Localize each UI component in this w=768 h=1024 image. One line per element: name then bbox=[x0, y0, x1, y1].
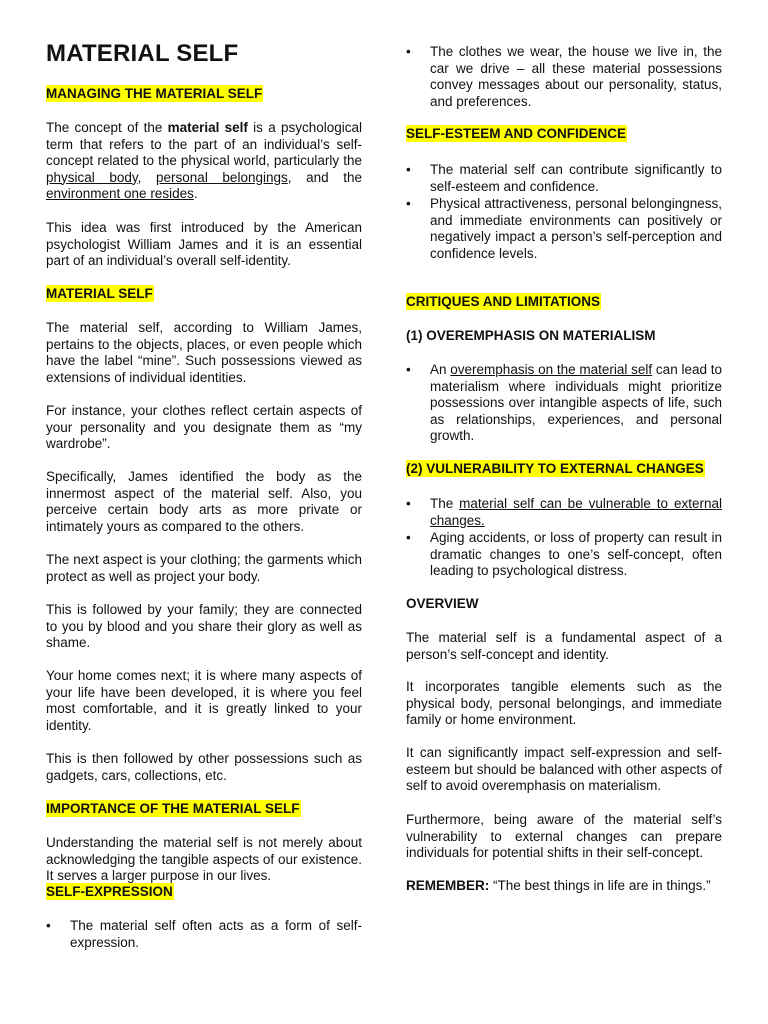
heading-vulnerability: (2) VULNERABILITY TO EXTERNAL CHANGES bbox=[406, 461, 704, 476]
paragraph-overview-3: It can significantly impact self-expression and self-esteem but should be balanced with other aspects of self to avoid overemphasis on materialism. bbox=[406, 745, 722, 793]
heading-material-self: MATERIAL SELF bbox=[46, 286, 153, 301]
paragraph-concept: The concept of the material self is a psychological term that refers to the part of an individual’s self-concept related to the physical world, particularly the physical body, personal belongings, and the environment one resides. bbox=[46, 120, 363, 201]
paragraph-understanding: Understanding the material self is not merely about acknowledging the tangible aspects of our existence. It serves a larger purpose in our lives. bbox=[46, 835, 362, 883]
page-title: MATERIAL SELF bbox=[46, 40, 239, 67]
paragraph-body: Specifically, James identified the body as the innermost aspect of the material self. Also, you perceive certain body arts as more private or intimately yours as compared to the others. bbox=[46, 469, 362, 534]
remember-quote: REMEMBER: “The best things in life are in things.” bbox=[406, 878, 711, 893]
paragraph-overview-2: It incorporates tangible elements such as the physical body, personal belongings, and immediate family or home environment. bbox=[406, 679, 722, 727]
paragraph-home: Your home comes next; it is where many aspects of your life have been developed, it is where you feel most comfortable, and it is greatly linked to your identity. bbox=[46, 668, 362, 733]
bullet-icon: • bbox=[406, 530, 411, 545]
heading-importance: IMPORTANCE OF THE MATERIAL SELF bbox=[46, 801, 300, 816]
heading-critiques: CRITIQUES AND LIMITATIONS bbox=[406, 294, 600, 309]
list-item: • Physical attractiveness, personal belongingness, and immediate environments can positively or negatively impact a person’s self-perception and confidence levels. bbox=[406, 196, 722, 261]
paragraph-overview-4: Furthermore, being aware of the material self’s vulnerability to external changes can prepare individuals for potential shifts in their self-concept. bbox=[406, 812, 722, 860]
bullet-icon: • bbox=[406, 496, 411, 511]
heading-managing: MANAGING THE MATERIAL SELF bbox=[46, 86, 263, 101]
paragraph-overview-1: The material self is a fundamental aspect of a person’s self-concept and identity. bbox=[406, 630, 722, 662]
heading-overview: OVERVIEW bbox=[406, 596, 479, 611]
list-item: • The material self can be vulnerable to external changes. bbox=[406, 496, 722, 528]
heading-self-expression: SELF-EXPRESSION bbox=[46, 884, 173, 899]
heading-self-esteem: SELF-ESTEEM AND CONFIDENCE bbox=[406, 126, 627, 141]
bullet-icon: • bbox=[406, 162, 411, 177]
list-item: • The material self often acts as a form of self-expression. bbox=[46, 918, 362, 950]
paragraph-clothing: The next aspect is your clothing; the garments which protect as well as project your body. bbox=[46, 552, 362, 584]
bullet-icon: • bbox=[406, 44, 411, 59]
heading-overemphasis: (1) OVEREMPHASIS ON MATERIALISM bbox=[406, 328, 656, 343]
list-item: • Aging accidents, or loss of property can result in dramatic changes to one’s self-concept, often leading to psychological distress. bbox=[406, 530, 722, 578]
paragraph-according: The material self, according to William James, pertains to the objects, places, or even people which have the label “mine”. Such possessions viewed as extensions of individual identities. bbox=[46, 320, 362, 385]
list-item: • The clothes we wear, the house we live in, the car we drive – all these material possessions convey messages about our personality, status, and preferences. bbox=[406, 44, 722, 109]
list-item: • An overemphasis on the material self can lead to materialism where individuals might prioritize possessions over intangible aspects of life, such as relationships, experiences, and personal growth. bbox=[406, 362, 722, 443]
paragraph-possessions: This is then followed by other possessions such as gadgets, cars, collections, etc. bbox=[46, 751, 362, 783]
paragraph-william-james: This idea was first introduced by the American psychologist William James and it is an essential part of an individual’s overall self-identity. bbox=[46, 220, 362, 268]
bullet-icon: • bbox=[406, 362, 411, 377]
list-item: • The material self can contribute significantly to self-esteem and confidence. bbox=[406, 162, 722, 194]
paragraph-family: This is followed by your family; they are connected to you by blood and you share their glory as well as shame. bbox=[46, 602, 362, 650]
bullet-icon: • bbox=[406, 196, 411, 211]
paragraph-clothes: For instance, your clothes reflect certain aspects of your personality and you designate them as “my wardrobe”. bbox=[46, 403, 362, 451]
bullet-icon: • bbox=[46, 918, 51, 933]
